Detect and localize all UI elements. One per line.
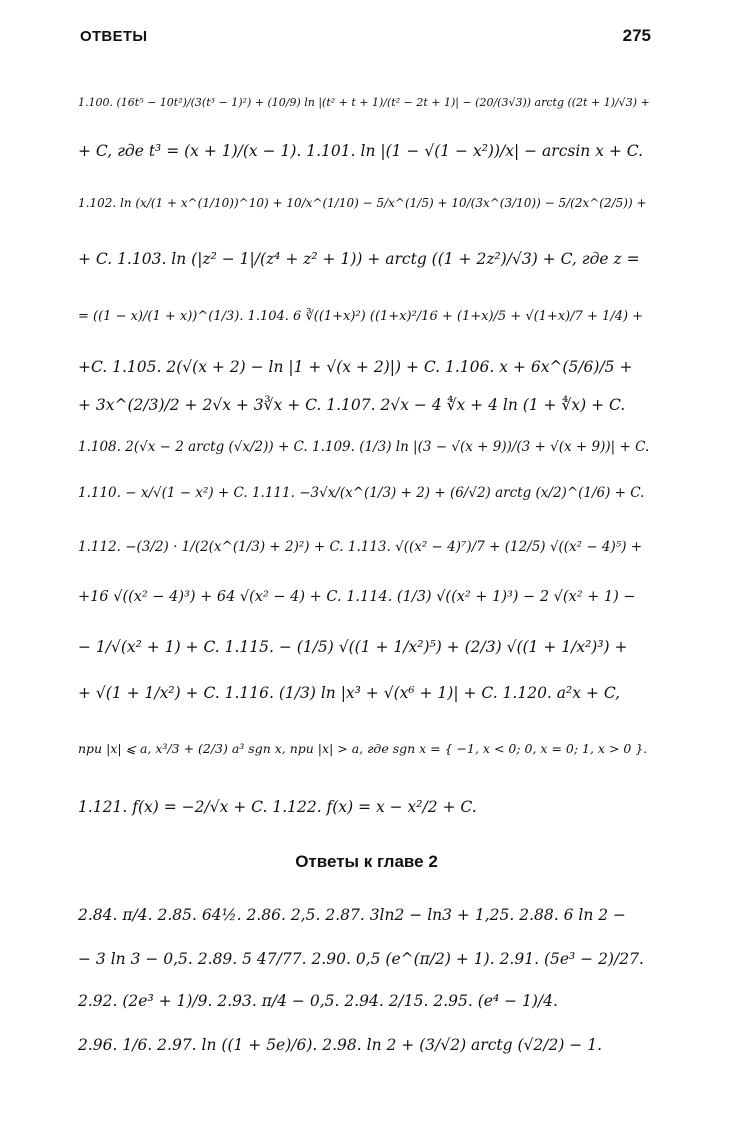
answer-line: 2.96. 1/6. 2.97. ln ((1 + 5e)/6). 2.98. ln 2 + (3/√2) arctg (√2/2) − 1. xyxy=(78,1036,602,1054)
answer-line: 2.92. (2e³ + 1)/9. 2.93. π/4 − 0,5. 2.94. 2/15. 2.95. (e⁴ − 1)/4. xyxy=(78,992,558,1010)
page-number: 275 xyxy=(622,26,651,45)
answer-line: = ((1 − x)/(1 + x))^(1/3). 1.104. 6 ∛((1+x)²) ((1+x)²/16 + (1+x)/5 + √(1+x)/7 + 1/4) + xyxy=(78,309,644,324)
answer-line: 2.84. π/4. 2.85. 64½. 2.86. 2,5. 2.87. 3ln2 − ln3 + 1,25. 2.88. 6 ln 2 − xyxy=(78,906,627,924)
answer-line: 1.102. ln (x/(1 + x^(1/10))^10) + 10/x^(1/10) − 5/x^(1/5) + 10/(3x^(3/10)) − 5/(2x^(2/5)) + xyxy=(78,196,647,210)
running-header: ОТВЕТЫ xyxy=(80,28,148,45)
answer-line: 1.112. −(3/2) · 1/(2(x^(1/3) + 2)²) + C. 1.113. √((x² − 4)⁷)/7 + (12/5) √((x² − 4)⁵) + xyxy=(78,539,643,555)
answer-line: +C. 1.105. 2(√(x + 2) − ln |1 + √(x + 2)|) + C. 1.106. x + 6x^(5/6)/5 + xyxy=(78,358,633,376)
answer-line: − 3 ln 3 − 0,5. 2.89. 5 47/77. 2.90. 0,5 (e^(π/2) + 1). 2.91. (5e³ − 2)/27. xyxy=(78,950,644,968)
answer-line: + √(1 + 1/x²) + C. 1.116. (1/3) ln |x³ + √(x⁶ + 1)| + C. 1.120. a²x + C, xyxy=(78,684,621,702)
answer-line: + 3x^(2/3)/2 + 2√x + 3∛x + C. 1.107. 2√x − 4 ∜x + 4 ln (1 + ∜x) + C. xyxy=(78,396,626,414)
answer-line: + C. 1.103. ln (|z² − 1|/(z⁴ + z² + 1)) + arctg ((1 + 2z²)/√3) + C, где z = xyxy=(78,250,640,268)
answer-line: 1.108. 2(√x − 2 arctg (√x/2)) + C. 1.109. (1/3) ln |(3 − √(x + 9))/(3 + √(x + 9))| + C. xyxy=(78,439,650,455)
answer-line: − 1/√(x² + 1) + C. 1.115. − (1/5) √((1 + 1/x²)⁵) + (2/3) √((1 + 1/x²)³) + xyxy=(78,638,628,656)
answer-line: при |x| ⩽ a, x³/3 + (2/3) a³ sgn x, при |x| > a, где sgn x = { −1, x < 0; 0, x = 0; 1, x > 0 }. xyxy=(78,741,648,756)
answer-line: 1.110. − x/√(1 − x²) + C. 1.111. −3√x/(x^(1/3) + 2) + (6/√2) arctg (x/2)^(1/6) + C. xyxy=(78,485,645,501)
answer-line: 1.100. (16t⁵ − 10t²)/(3(t³ − 1)²) + (10/9) ln |(t² + t + 1)/(t² − 2t + 1)| − (20/(3√3)) arctg ((2t + 1)/√3) + xyxy=(78,96,650,109)
section-title: Ответы к главе 2 xyxy=(295,852,438,871)
answer-line: +16 √((x² − 4)³) + 64 √(x² − 4) + C. 1.114. (1/3) √((x² + 1)³) − 2 √(x² + 1) − xyxy=(78,589,636,605)
answer-line: 1.121. f(x) = −2/√x + C. 1.122. f(x) = x − x²/2 + C. xyxy=(78,798,477,816)
answer-line: + C, где t³ = (x + 1)/(x − 1). 1.101. ln |(1 − √(1 − x²))/x| − arcsin x + C. xyxy=(78,142,644,160)
